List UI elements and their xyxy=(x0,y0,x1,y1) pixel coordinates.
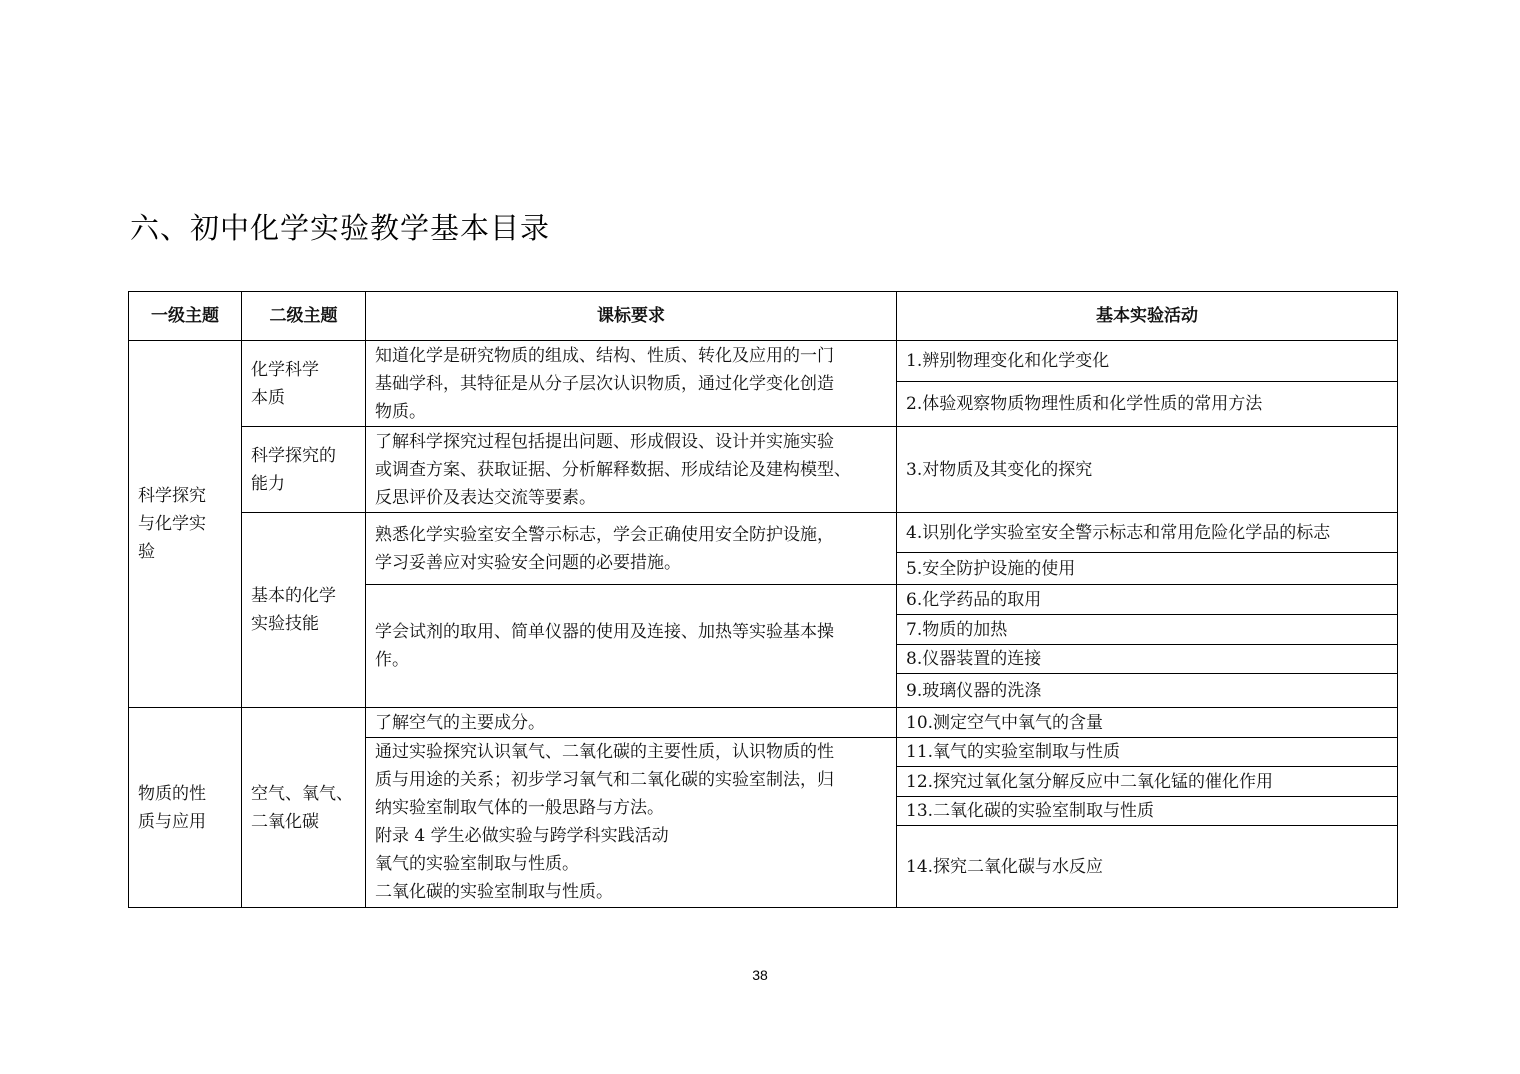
requirement-line: 物质。 xyxy=(375,401,426,422)
header-topic-level-1: 一级主题 xyxy=(129,292,242,341)
activity-cell: 2.体验观察物质物理性质和化学性质的常用方法 xyxy=(897,382,1398,427)
topic2-line: 科学探究的 xyxy=(251,445,336,466)
topic1-cell xyxy=(129,708,242,908)
requirement-line: 质与用途的关系；初步学习氧气和二氧化碳的实验室制法，归 xyxy=(375,770,834,790)
requirement-line: 基础学科，其特征是从分子层次认识物质，通过化学变化创造 xyxy=(375,373,834,394)
topic2-cell xyxy=(242,341,366,427)
requirement-cell: 了解空气的主要成分。 xyxy=(366,708,897,738)
topic2-line: 实验技能 xyxy=(251,614,319,634)
topic1-line: 物质的性 xyxy=(138,783,206,804)
topic2-line: 本质 xyxy=(251,387,285,408)
activity-cell: 6.化学药品的取用 xyxy=(897,585,1398,615)
activity-cell: 10.测定空气中氧气的含量 xyxy=(897,708,1398,738)
requirement-line: 二氧化碳的实验室制取与性质。 xyxy=(375,882,613,902)
topic1-line: 与化学实 xyxy=(138,514,206,534)
requirement-cell xyxy=(366,738,897,908)
requirement-line: 熟悉化学实验室安全警示标志，学会正确使用安全防护设施， xyxy=(375,524,834,545)
requirement-line: 或调查方案、获取证据、分析解释数据、形成结论及建构模型、 xyxy=(375,459,851,480)
activity-cell: 11.氧气的实验室制取与性质 xyxy=(897,738,1398,767)
topic2-cell xyxy=(242,427,366,513)
table-header-row xyxy=(129,292,1398,341)
activity-cell: 7.物质的加热 xyxy=(897,615,1398,645)
topic2-cell xyxy=(242,513,366,708)
requirement-line: 学习妥善应对实验安全问题的必要措施。 xyxy=(375,552,681,573)
activity-cell: 12.探究过氧化氢分解反应中二氧化锰的催化作用 xyxy=(897,767,1398,797)
requirement-line: 纳实验室制取气体的一般思路与方法。 xyxy=(375,798,664,818)
requirement-cell xyxy=(366,341,897,427)
requirement-line: 学会试剂的取用、简单仪器的使用及连接、加热等实验基本操 xyxy=(375,622,834,642)
topic2-line: 基本的化学 xyxy=(251,586,336,606)
requirement-line: 知道化学是研究物质的组成、结构、性质、转化及应用的一门 xyxy=(375,345,834,366)
activity-cell: 5.安全防护设施的使用 xyxy=(897,553,1398,585)
topic1-cell xyxy=(129,341,242,708)
table-row xyxy=(129,427,1398,513)
requirement-cell xyxy=(366,585,897,708)
table-row xyxy=(129,341,1398,382)
requirement-cell xyxy=(366,513,897,585)
requirement-line: 反思评价及表达交流等要素。 xyxy=(375,487,596,508)
header-curriculum-requirements: 课标要求 xyxy=(366,292,897,341)
activity-cell: 13.二氧化碳的实验室制取与性质 xyxy=(897,797,1398,826)
topic2-line: 二氧化碳 xyxy=(251,811,319,832)
page-title: 六、初中化学实验教学基本目录 xyxy=(130,211,551,245)
activity-cell: 1.辨别物理变化和化学变化 xyxy=(897,341,1398,382)
requirement-line: 了解科学探究过程包括提出问题、形成假设、设计并实施实验 xyxy=(375,431,834,452)
requirement-line: 通过实验探究认识氧气、二氧化碳的主要性质，认识物质的性 xyxy=(375,742,834,762)
requirement-line: 氧气的实验室制取与性质。 xyxy=(375,854,579,874)
activity-cell: 8.仪器装置的连接 xyxy=(897,645,1398,674)
activity-cell: 4.识别化学实验室安全警示标志和常用危险化学品的标志 xyxy=(897,513,1398,553)
requirement-cell xyxy=(366,427,897,513)
table-row xyxy=(129,708,1398,738)
topic2-line: 能力 xyxy=(251,473,285,494)
experiment-catalog-table xyxy=(128,291,1398,908)
topic1-line: 验 xyxy=(138,542,155,562)
header-topic-level-2: 二级主题 xyxy=(242,292,366,341)
topic2-line: 化学科学 xyxy=(251,359,319,380)
activity-cell: 9.玻璃仪器的洗涤 xyxy=(897,674,1398,708)
header-basic-experiment-activities: 基本实验活动 xyxy=(897,292,1398,341)
topic1-line: 科学探究 xyxy=(138,486,206,506)
activity-cell: 3.对物质及其变化的探究 xyxy=(897,427,1398,513)
topic2-cell xyxy=(242,708,366,908)
requirement-line: 作。 xyxy=(375,650,409,670)
table-row xyxy=(129,513,1398,553)
requirement-line: 附录 4 学生必做实验与跨学科实践活动 xyxy=(375,826,669,846)
topic2-line: 空气、氧气、 xyxy=(251,783,353,804)
activity-cell: 14.探究二氧化碳与水反应 xyxy=(897,826,1398,908)
topic1-line: 质与应用 xyxy=(138,811,206,832)
page-number: 38 xyxy=(752,967,768,983)
